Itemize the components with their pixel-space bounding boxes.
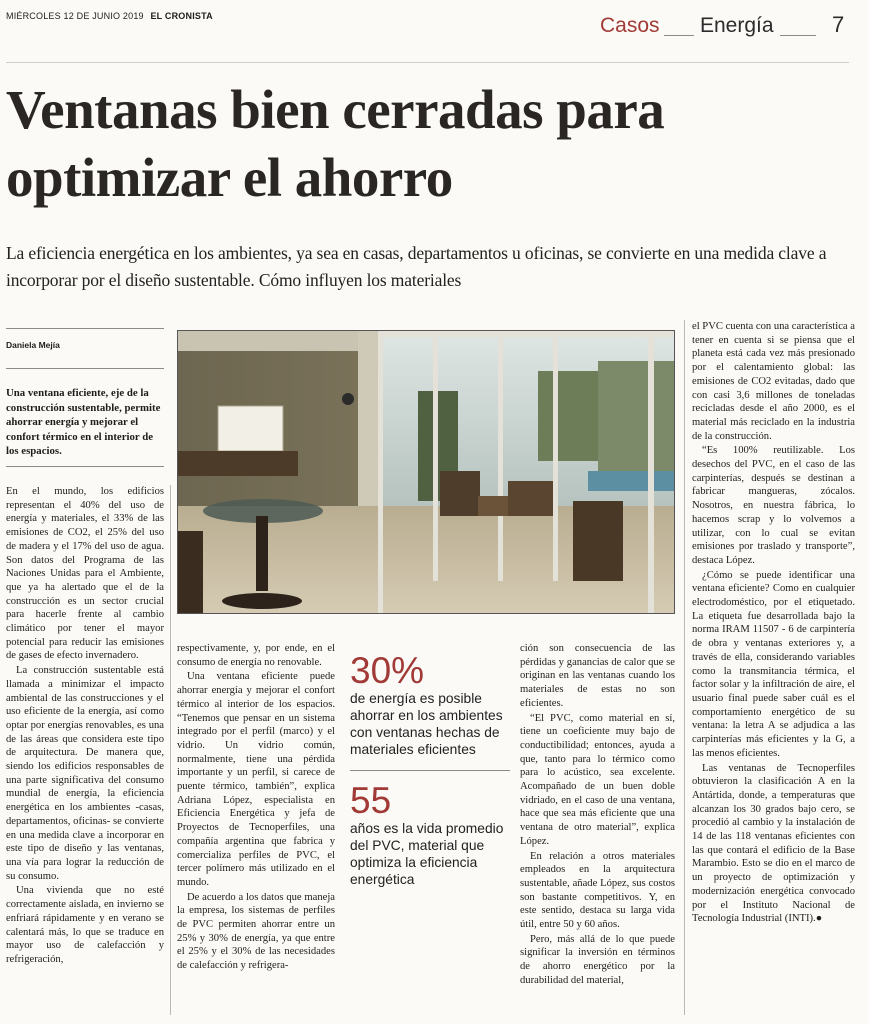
header-divider: [6, 62, 849, 63]
lede-rule: [6, 466, 164, 467]
paragraph: ción son consecuencia de las pérdidas y ganancias de calor que se originan en las ventanas cuando los materiales de estas no son eficientes.: [520, 643, 675, 709]
paragraph: En relación a otros materiales empleados en la arquitectura sustentable, añade López, sus costos son bastante competitivos. Y, en este sentido, destaca su larga vida útil, entre 50 y 60 años.: [520, 850, 675, 931]
column-1: [6, 485, 164, 968]
stat-divider: [350, 770, 510, 771]
stat-text-2: años es la vida promedio del PVC, material que optimiza la eficiencia energética: [350, 821, 504, 887]
paragraph: De acuerdo a los datos que maneja la empresa, los sistemas de perfiles de PVC permiten ahorrar entre un 25% y 30% de energía, ya que entre el 25% y el 30% de las necesidades de calefacción y refrigera-: [177, 891, 335, 972]
date-text: MIÉRCOLES 12 DE JUNIO 2019: [6, 11, 144, 21]
headline-line-1: Ventanas bien cerradas para: [6, 79, 665, 140]
stat-text-1: de energía es posible ahorrar en los ambientes con ventanas hechas de materiales eficientes: [350, 691, 503, 757]
interior-photo-illustration: [178, 331, 675, 614]
paragraph: “Es 100% reutilizable. Los desechos del PVC, en el caso de las carpinterías, después se destinan a fabricar mangueras, zócalos. Nosotros, en nuestra fábrica, lo hacemos scrap y lo volvemos a utilizar, con lo cual se evitan emisiones por traslado y transporte”, destaca López.: [692, 445, 855, 566]
column-rule-4: [684, 320, 685, 1015]
stat-number-1: 30%: [350, 650, 425, 691]
paragraph: ¿Cómo se puede identificar una ventana eficiente? Como en cualquier electrodoméstico, por el etiquetado. La etiqueta fue desarrollada bajo la norma IRAM 11507 - 6 de carpintería de obra y ventanas exteriores y, a través de ella, considerando variables como la transmitancia térmica, el factor solar y la infiltración de aire, el usuario final puede saber cuál es el comportamiento energético de su ventana: la letra A se adjudica a las carpinterías más eficientes y la G, a las menos eficientes.: [692, 569, 855, 759]
paragraph: Una vivienda que no esté correctamente aislada, en invierno se enfriará rápidamente y en verano se calentará más, lo que se traduce en mayor uso de calefacción y refrigeración,: [6, 885, 164, 965]
section-label-energia: Energía: [700, 14, 774, 37]
headline-line-2: optimizar el ahorro: [6, 147, 453, 208]
column-3: [520, 642, 675, 989]
header-rule-1: [664, 35, 694, 36]
header-rule-2: [780, 35, 816, 36]
article-headline: [6, 76, 861, 212]
column-2: [177, 642, 335, 974]
paragraph: Una ventana eficiente puede ahorrar energía y mejorar el confort térmico al interior de los espacios. “Tenemos que pensar en un sistema integrado por el perfil (marco) y el vidrio. Un vidrio común, normalmente, tiene una pérdida importante y un perfil, si carece de puente térmico, también”, explica Adriana López, especialista en Eficiencia Energética y jefa de Proyectos de Tecnoperfiles, una compañía argentina que fabrica y comercializa perfiles de PVC, el tercer polímero más utilizado en el mundo.: [177, 671, 335, 888]
lede-summary: Una ventana eficiente, eje de la construcción sustentable, permite ahorrar energía y mejorar el confort térmico en el interior de los espacios.: [6, 387, 161, 457]
paragraph: el PVC cuenta con una característica a tener en cuenta si se piensa que el planeta está cada vez más presionado por el calentamiento global: las emisiones de CO2 evitadas, dado que con casi 3,6 millones de toneladas recicladas desde el año 2000, es el material más reciclado en la industria de la construcción.: [692, 321, 855, 442]
issue-date: [6, 11, 213, 21]
page-number: 7: [832, 12, 845, 37]
article-photo: [177, 330, 675, 614]
paragraph: En el mundo, los edificios representan el 40% del uso de energía y materiales, el 33% de las emisiones de CO2, el 25% del uso de madera y el 17% del uso de agua. Son datos del Programa de las Naciones Unidas para el Ambiente, que ya ha alertado que el de la construcción es un sector crucial para hacerle frente al cambio climático por tener el mayor potencial para reducir las emisiones de gases de efecto invernadero.: [6, 486, 164, 662]
column-rule-1: [170, 485, 171, 1015]
paragraph: Pero, más allá de lo que puede significar la inversión en términos de ahorro energético por la durabilidad del material,: [520, 933, 675, 986]
paragraph: Las ventanas de Tecnoperfiles obtuvieron la clasificación A en la Antártida, donde, a temperaturas que alcanzan los 30 grados bajo cero, se procedió al cambio y la instalación de 14 de las 118 ventanas eficientes con las que contará el edificio de la Base Marambio. Esto se dio en el marco de un proyecto de optimización y modernización energética convocado por el Instituto Nacional de Tecnología Industrial (INTI).●: [692, 762, 855, 925]
section-label-casos: Casos: [600, 14, 660, 37]
article-deck: La eficiencia energética en los ambientes, ya sea en casas, departamentos u oficinas, se convierte en una medida clave a incorporar por el diseño sustentable. Cómo influyen los materiales: [6, 243, 827, 290]
column-4: [692, 320, 855, 927]
paragraph: “El PVC, como material en sí, tiene un coeficiente muy bajo de conductibilidad; entonces, ayuda a que, tanto para lo térmico como para lo acústico, sea excelente. Acompañado de un buen doble vidriado, en el caso de una ventana, hace que sea más eficiente que una ventana de otro material”, explica López.: [520, 712, 675, 847]
paragraph: respectivamente, y, por ende, en el consumo de energía no renovable.: [177, 643, 335, 668]
byline-rule-bottom: [6, 368, 164, 369]
byline: Daniela Mejía: [6, 340, 60, 350]
paragraph: La construcción sustentable está llamada a minimizar el impacto ambiental de las construcciones y el uso eficiente de la energía, así como optar por energías renovables, es una de las áreas que considera este tipo de arquitectura. De manera que, siendo los edificios responsables de una parte significativa del consumo mundial de energía, la eficiencia energética en los ambientes -casas, departamentos, oficinas- se convierte en una medida clave a incorporar en este tipo de diseño y las ventanas, una vía para lograr la reducción de su consumo.: [6, 665, 164, 882]
byline-rule-top: [6, 328, 164, 329]
paper-name: EL CRONISTA: [150, 11, 213, 21]
stat-number-2: 55: [350, 780, 392, 821]
